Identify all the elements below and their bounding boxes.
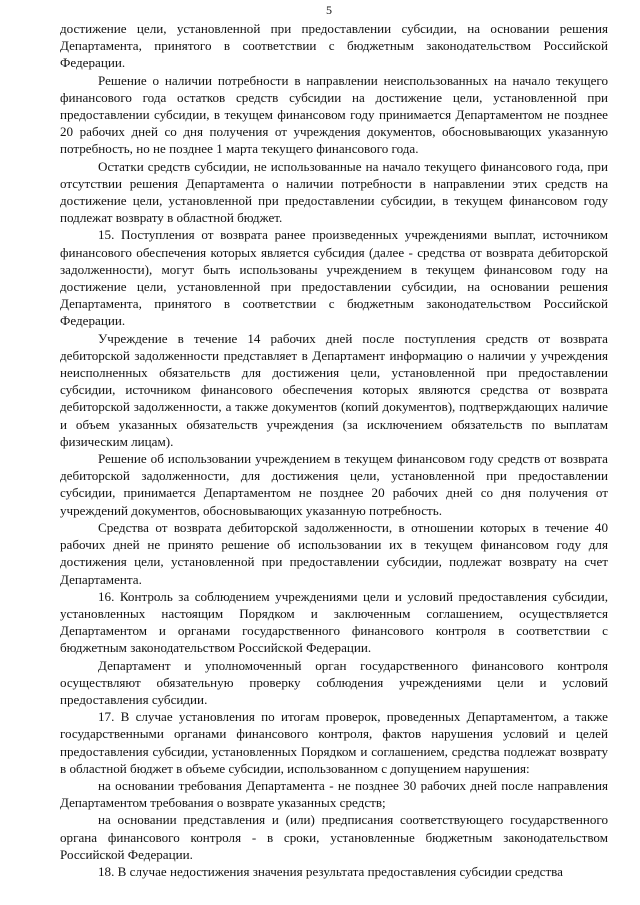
paragraph-mandatory-check: Департамент и уполномоченный орган государственного финансового контроля осуществляют обязательную проверку соблюдения учреждениями цели и условий предоставления субсидии. [60,657,608,707]
paragraph-item-15: 15. Поступления от возврата ранее произведенных учреждениями выплат, источником финансового обеспечения которых является субсидия (далее - средства от возврата дебиторской задолженности), могут быть использованы учреждением в текущем финансовом году на достижение цели, установленной при предоставлении субсидии, на основании решения Департамента, принятого в соответствии с бюджетным законодательством Российской Федерации. [60,227,608,329]
paragraph-unused-balance-decision: Решение о наличии потребности в направлении неиспользованных на начало текущего финансового года остатков средств субсидии на достижение цели, установленной при предоставлении субсидии, в текущем финансовом году принимается Департаментом не позднее 20 рабочих дней со дня получения от учреждения документов, обосновывающих указанную потребность, но не позднее 1 марта текущего финансового года. [60,72,608,157]
page-number: 5 [326,3,332,17]
paragraph-receivables-information: Учреждение в течение 14 рабочих дней после поступления средств от возврата дебиторской задолженности представляет в Департамент информацию о наличии у учреждения неисполненных обязательств для достижения цели, установленной при предоставлении субсидии, источником финансового обеспечения которых являются средства от возврата дебиторской задолженности, а также документов (копий документов), подтверждающих наличие и объем указанных обязательств учреждения (за исключением обязательств по выплатам физическим лицам). [60,330,608,449]
paragraph-control-body-order: на основании представления и (или) предписания соответствующего государственного органа финансового контроля - в сроки, установленные бюджетным законодательством Российской Федерации. [60,812,608,862]
paragraph-receivables-decision: Решение об использовании учреждением в текущем финансовом году средств от возврата дебиторской задолженности, для достижения цели, установленной при предоставлении субсидии, принимается Департаментом не позднее 20 рабочих дней со дня получения от учреждений документов, обосновывающих указанную потребность. [60,451,608,518]
paragraph-item-17: 17. В случае установления по итогам проверок, проведенных Департаментом, а также государственными органами финансового контроля, фактов нарушения условий и целей предоставления субсидии, установленных Порядком и соглашением, средства подлежат возврату в областной бюджет в объеме субсидии, использованном с допущением нарушения: [60,709,608,776]
paragraph-unused-balance-return: Остатки средств субсидии, не использованные на начало текущего финансового года, при отсутствии решения Департамента о наличии потребности в направлении этих средств на достижение цели, установленной при предоставлении субсидии, в текущем финансовом году подлежат возврату в областной бюджет. [60,158,608,226]
paragraph-item-16: 16. Контроль за соблюдением учреждениями цели и условий предоставления субсидии, установленных настоящим Порядком и заключенным соглашением, осуществляется Департаментом и органами государственного финансового контроля в соответствии с бюджетным законодательством Российской Федерации. [60,588,608,656]
paragraph-item-18: 18. В случае недостижения значения результата предоставления субсидии средства [98,863,563,879]
paragraph-department-requirement: на основании требования Департамента - не позднее 30 рабочих дней после направления Департаментом требования о возврате указанных средств; [60,777,608,811]
paragraph-continuation: достижение цели, установленной при предоставлении субсидии, на основании решения Департамента, принятого в соответствии с бюджетным законодательством Российской Федерации. [60,21,608,71]
paragraph-receivables-return: Средства от возврата дебиторской задолженности, в отношении которых в течение 40 рабочих дней не принято решение об использовании их в текущем финансовом году для достижения цели, установленной при предоставлении субсидии, подлежат возврату на счет Департамента. [60,519,608,587]
